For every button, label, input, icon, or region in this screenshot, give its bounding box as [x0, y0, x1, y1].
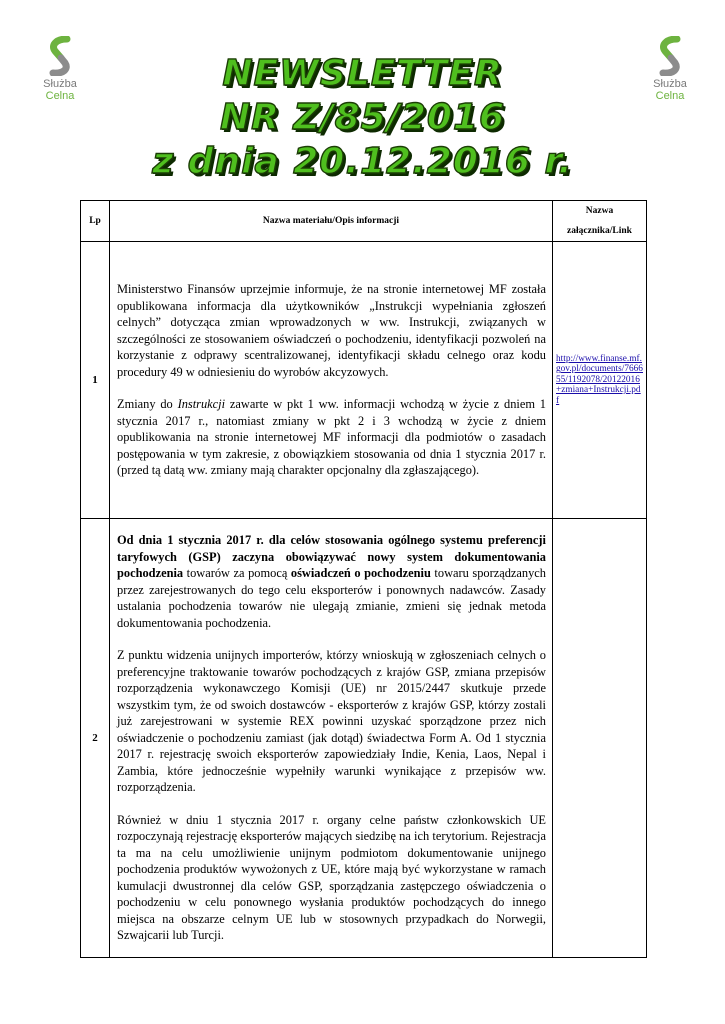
- text-run-bold: oświadczeń o pochodzeniu: [290, 566, 431, 581]
- attachment-link[interactable]: http://www.finanse.mf.gov.pl/documents/766655/1192078/20122016+zmiana+Instrukcji.pdf: [556, 353, 643, 406]
- paragraph: Ministerstwo Finansów uprzejmie informuje, że na stronie internetowej MF została opublikowana informacja dla użytkowników „Instrukcji wypełniania zgłoszeń celnych” dotycząca zmian wprowadzonych w ww. Instrukcji, związanych w szczególności ze stosowaniem oświadczeń o pochodzeniu, identyfikacji pozwoleń na korzystanie z odprawy scentralizowanej, identyfikacji składu celnego oraz kodu procedury 49 w odniesieniu do wyrobów akcyzowych.: [117, 282, 546, 379]
- header-attachment-line2: załącznika/Link: [567, 226, 632, 236]
- newsletter-table: [80, 200, 647, 958]
- title-line1: NEWSLETTER: [222, 53, 503, 94]
- text-run-bold: Od dnia 1 stycznia 2017 r. dla celów stosowania ogólnego systemu preferencji taryfowych (GSP) zaczyna obowiązywać nowy system dokumentowania pochodzenia: [117, 533, 546, 581]
- paragraph: [117, 532, 546, 631]
- table-row: [81, 519, 647, 958]
- logo-text-line1: Służba: [43, 78, 77, 90]
- title-line3: z dnia 20.12.2016 r.: [152, 141, 573, 182]
- attachment-cell: [553, 242, 647, 519]
- paragraph: [117, 396, 546, 479]
- row-description: [110, 242, 553, 519]
- text-run-italic: Instrukcji: [177, 397, 226, 412]
- paragraph: Z punktu widzenia unijnych importerów, którzy wnioskują w zgłoszeniach celnych o preferencyjne traktowanie towarów pochodzących z krajów GSP, zmiana przepisów rozporządzenia wykonawczego Komisji (UE) nr 2015/2447 skutkuje przede wszystkim tym, że od swoich dostawców - eksporterów z krajów GSP, którzy zostali już zarejestrowani w systemie REX powinni uzyskać sporządzone przez nich oświadczenie o pochodzeniu zamiast (jak dotąd) świadectwa Form A. Od 1 stycznia 2017 r. rejestrację swoich eksporterów zapowiedziały Indie, Kenia, Laos, Nepal i Zambia, które jednocześnie wypełniły warunki wynikające z przepisów ww. rozporządzenia.: [117, 648, 546, 795]
- row-description: [110, 519, 553, 958]
- header-attachment-line1: Nazwa: [585, 206, 614, 216]
- title-line2: NR Z/85/2016: [219, 97, 506, 138]
- row-number: 1: [81, 242, 110, 519]
- logo-text-line1: Służba: [653, 78, 687, 90]
- header-attachment: [553, 201, 647, 242]
- text-run: towaru sporządzanych przez zarejestrowanych do tego celu eksporterów i ponownych nadawców. Zasady ustalania pochodzenia towarów nie ulegają zmianie, zmieni się jednak metoda dokumentowania pochodzenia.: [117, 566, 547, 630]
- logo-text-line2: Celna: [45, 90, 75, 102]
- sluzba-celna-logo-icon: [655, 36, 685, 76]
- newsletter-title: [100, 52, 625, 184]
- text-run: zawarte w pkt 1 ww. informacji wchodzą w życie z dniem 1 stycznia 2017 r., natomiast zmiany w pkt 2 i 3 wchodzą w życie z dniem opublikowania na stronie internetowej MF informacji dla podmiotów o zasadach postępowania w tym zakresie, z obowiązkiem stosowania od dnia 1 stycznia 2017 r. (przed tą datą ww. zmiany mają charakter opcjonalny dla zgłaszającego).: [117, 397, 546, 478]
- text-run: Zmiany do: [117, 397, 178, 412]
- table-row: [81, 242, 647, 519]
- text-run: towarów za pomocą: [183, 566, 291, 581]
- table-header-row: [81, 201, 647, 242]
- paragraph: Również w dniu 1 stycznia 2017 r. organy celne państw członkowskich UE rozpoczynają rejestrację eksporterów mających siedzibę na ich terytorium. Rejestracja ta ma na celu umożliwienie unijnym podmiotom dokumentowanie unijnego pochodzenia produktów wywożonych z UE, które mają być wykorzystane w ramach kumulacji dwustronnej dla celów GSP, sporządzania zastępczego oświadczenia o pochodzeniu w celu ponownego wysłania produktów pochodzących do innego miejsca na obszarze celnym UE lub w stosownych przypadkach do Norwegii, Szwajcarii lub Turcji.: [117, 812, 546, 943]
- header-name: Nazwa materiału/Opis informacji: [110, 201, 553, 242]
- sluzba-celna-logo-icon: [45, 36, 75, 76]
- sluzba-celna-logo-right: [640, 36, 700, 102]
- logo-text-line2: Celna: [655, 90, 685, 102]
- attachment-cell-empty: [553, 519, 647, 958]
- sluzba-celna-logo-left: [30, 36, 90, 102]
- header-lp: Lp: [81, 201, 110, 242]
- row-number: 2: [81, 519, 110, 958]
